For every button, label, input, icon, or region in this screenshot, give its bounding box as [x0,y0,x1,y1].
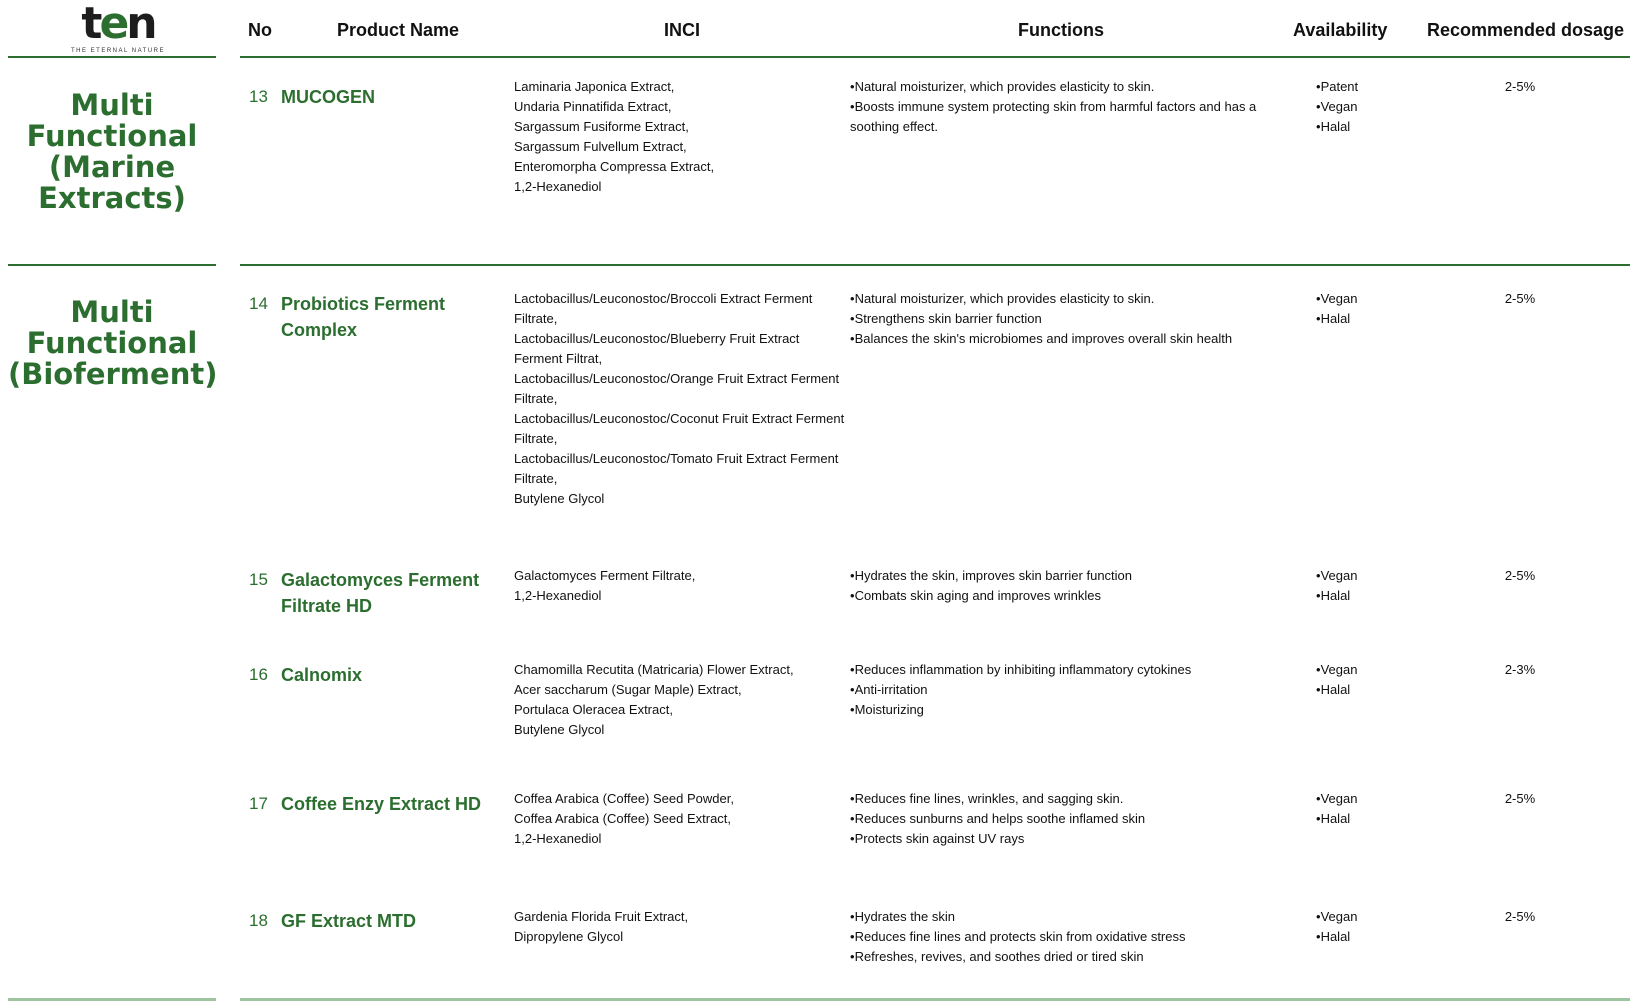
divider [240,56,1630,58]
dosage-value: 2-5% [1504,79,1536,94]
dosage-value: 2-5% [1504,291,1536,306]
category-line: Functional [26,326,198,360]
inci-list [514,77,854,197]
availability-item: • Vegan [1316,97,1436,117]
inci-item: Coffea Arabica (Coffee) Seed Extract, [514,811,732,826]
function-item: • Refreshes, revives, and soothes dried or tired skin [850,947,1260,967]
logo-tagline: THE ETERNAL NATURE [70,48,165,54]
category-line: Multi [70,295,154,329]
functions-list [850,660,1260,720]
brand-logo [68,2,168,54]
product-name [281,567,491,619]
availability-item: • Vegan [1316,789,1436,809]
inci-item: Enteromorpha Compressa Extract, [514,159,715,174]
inci-list [514,566,854,606]
function-item: • Strengthens skin barrier function [850,309,1260,329]
availability-item: • Vegan [1316,907,1436,927]
category-marine-extracts [8,90,216,214]
inci-item: Lactobacillus/Leuconostoc/Coconut Fruit Extract Ferment [514,411,845,426]
header-dosage: Recommended dosage [1427,20,1625,40]
inci-item: Butylene Glycol [514,491,605,506]
product-name [281,908,491,934]
inci-item: Gardenia Florida Fruit Extract, [514,909,689,924]
functions-list [850,789,1260,849]
category-line: (Marine [48,150,176,184]
header-functions: Functions [1018,20,1104,40]
product-number: 13 [249,87,268,106]
inci-item: Lactobacillus/Leuconostoc/Broccoli Extract Ferment [514,291,813,306]
availability-item: • Vegan [1316,566,1436,586]
availability-list [1316,289,1436,329]
function-item: • Protects skin against UV rays [850,829,1260,849]
product-name-line: MUCOGEN [281,87,375,107]
inci-item: Chamomilla Recutita (Matricaria) Flower Extract, [514,662,794,677]
inci-item: Galactomyces Ferment Filtrate, [514,568,696,583]
header-product-name: Product Name [337,20,460,40]
inci-item: Filtrate, [514,391,558,406]
inci-item: 1,2-Hexanediol [514,179,602,194]
function-item: • Natural moisturizer, which provides elasticity to skin. [850,289,1260,309]
divider [8,998,216,1001]
header-inci: INCI [664,20,700,40]
product-number: 15 [249,570,268,589]
product-name [281,84,491,110]
inci-item: Acer saccharum (Sugar Maple) Extract, [514,682,742,697]
logo-wordmark [68,0,168,49]
functions-list [850,907,1260,967]
availability-item: • Halal [1316,309,1436,329]
category-line: Functional [26,119,198,153]
function-item: • Hydrates the skin, improves skin barrier function [850,566,1260,586]
logo-letter-n: n [126,0,155,49]
product-name-line: GF Extract MTD [281,911,417,931]
dosage-value: 2-3% [1504,662,1536,677]
function-item: • Moisturizing [850,700,1260,720]
inci-list [514,289,854,509]
functions-list [850,289,1260,349]
inci-item: Laminaria Japonica Extract, [514,79,675,94]
product-name [281,662,491,688]
category-line: Extracts) [38,181,186,215]
product-name [281,791,491,817]
availability-item: • Halal [1316,809,1436,829]
inci-item: Undaria Pinnatifida Extract, [514,99,672,114]
inci-item: 1,2-Hexanediol [514,588,602,603]
functions-list [850,566,1260,606]
function-item: • Hydrates the skin [850,907,1260,927]
logo-letter-e: e [99,0,127,49]
availability-item: • Halal [1316,117,1436,137]
function-item: • Natural moisturizer, which provides elasticity to skin. [850,77,1260,97]
functions-list [850,77,1260,137]
divider [240,264,1630,266]
product-name-line: Coffee Enzy Extract HD [281,794,482,814]
inci-item: Filtrate, [514,431,558,446]
inci-item: 1,2-Hexanediol [514,831,602,846]
availability-list [1316,660,1436,700]
availability-list [1316,566,1436,606]
availability-item: • Halal [1316,586,1436,606]
product-name-line: Filtrate HD [281,596,373,616]
inci-item: Lactobacillus/Leuconostoc/Tomato Fruit Extract Ferment [514,451,839,466]
inci-item: Sargassum Fulvellum Extract, [514,139,687,154]
function-item: • Reduces fine lines, wrinkles, and sagging skin. [850,789,1260,809]
product-number: 16 [249,665,268,684]
inci-item: Lactobacillus/Leuconostoc/Orange Fruit Extract Ferment [514,371,840,386]
inci-item: Butylene Glycol [514,722,605,737]
availability-item: • Vegan [1316,289,1436,309]
product-name-line: Galactomyces Ferment [281,570,480,590]
inci-list [514,789,854,849]
function-item: • Reduces fine lines and protects skin from oxidative stress [850,927,1260,947]
divider [240,998,1630,1001]
header-availability: Availability [1293,20,1388,40]
dosage-value: 2-5% [1504,909,1536,924]
inci-item: Ferment Filtrat, [514,351,603,366]
category-bioferment [8,297,216,390]
availability-item: • Patent [1316,77,1436,97]
product-name-line: Complex [281,320,358,340]
availability-item: • Halal [1316,680,1436,700]
availability-item: • Halal [1316,927,1436,947]
inci-item: Filtrate, [514,471,558,486]
product-number: 18 [249,911,268,930]
function-item: • Combats skin aging and improves wrinkles [850,586,1260,606]
inci-item: Coffea Arabica (Coffee) Seed Powder, [514,791,734,806]
dosage-value: 2-5% [1504,568,1536,583]
function-item: • Reduces sunburns and helps soothe inflamed skin [850,809,1260,829]
category-line: Multi [70,88,154,122]
function-item: • Boosts immune system protecting skin from harmful factors and has a soothing effect. [850,97,1260,137]
product-number: 14 [249,294,268,313]
inci-item: Filtrate, [514,311,558,326]
function-item: • Reduces inflammation by inhibiting inflammatory cytokines [850,660,1260,680]
inci-item: Sargassum Fusiforme Extract, [514,119,689,134]
inci-item: Lactobacillus/Leuconostoc/Blueberry Fruit Extract [514,331,800,346]
inci-item: Portulaca Oleracea Extract, [514,702,673,717]
product-number: 17 [249,794,268,813]
divider [8,56,216,58]
availability-list [1316,77,1436,137]
inci-list [514,660,854,740]
product-name-line: Calnomix [281,665,363,685]
inci-list [514,907,854,947]
availability-list [1316,789,1436,829]
function-item: • Anti-irritation [850,680,1260,700]
header-no: No [248,20,272,40]
dosage-value: 2-5% [1504,791,1536,806]
product-name [281,291,491,343]
product-name-line: Probiotics Ferment [281,294,446,314]
divider [8,264,216,266]
logo-letter-t: t [81,0,100,49]
availability-list [1316,907,1436,947]
availability-item: • Vegan [1316,660,1436,680]
inci-item: Dipropylene Glycol [514,929,624,944]
function-item: • Balances the skin's microbiomes and improves overall skin health [850,329,1260,349]
category-line: (Bioferment) [8,357,218,391]
